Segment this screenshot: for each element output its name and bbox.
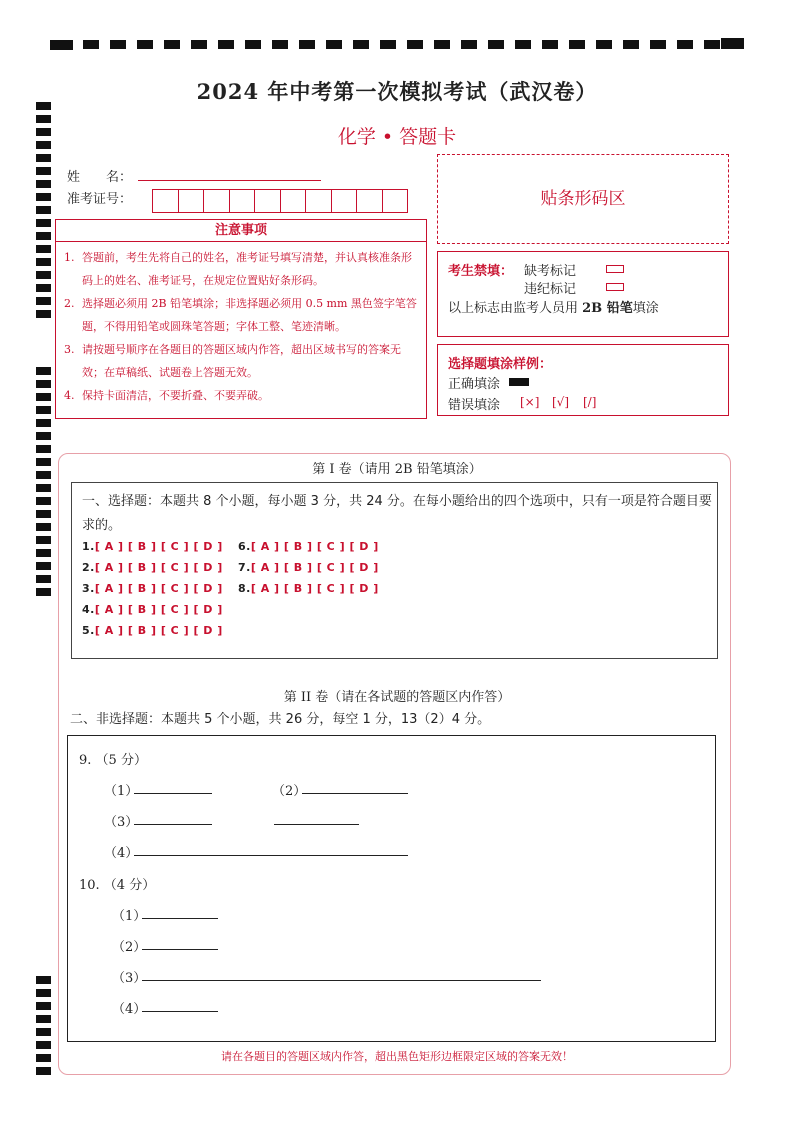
sample-title: 选择题填涂样例： (448, 357, 553, 372)
mc-question[interactable]: 1.[ A ] [ B ] [ C ] [ D ] (82, 540, 223, 553)
exam-id-boxes[interactable] (152, 189, 407, 213)
notice-box (55, 219, 427, 419)
q10-part4-answer[interactable] (142, 1011, 218, 1012)
q9-part3-answer[interactable] (134, 824, 212, 825)
violation-label: 违纪标记 (524, 282, 577, 297)
section1-title: 第 I 卷（请用 2B 铅笔填涂） (312, 462, 482, 477)
mc-question[interactable]: 2.[ A ] [ B ] [ C ] [ D ] (82, 561, 223, 574)
wrong-sample-2: [√] (552, 395, 570, 409)
section2-desc: 二、非选择题：本题共 5 个小题，共 26 分，每空 1 分，13（2）4 分。 (70, 712, 491, 727)
id-digit-box[interactable] (331, 189, 358, 213)
q9-part2-answer[interactable] (302, 793, 408, 794)
id-digit-box[interactable] (356, 189, 383, 213)
q10-part3-answer[interactable] (142, 980, 541, 981)
name-label: 姓 名： (67, 170, 133, 185)
page-subtitle: 化学 • 答题卡 (337, 126, 457, 148)
id-digit-box[interactable] (178, 189, 205, 213)
q9-part1-answer[interactable] (134, 793, 212, 794)
wrong-label: 错误填涂 (448, 398, 501, 413)
id-digit-box[interactable] (203, 189, 230, 213)
q10-part2-answer[interactable] (142, 949, 218, 950)
q10-part1-label: （1） (112, 909, 147, 924)
mc-question[interactable]: 4.[ A ] [ B ] [ C ] [ D ] (82, 603, 223, 616)
section2-title: 第 II 卷（请在各试题的答题区内作答） (283, 690, 511, 705)
wrong-sample-3: [/] (583, 395, 597, 409)
name-field[interactable] (138, 180, 321, 181)
id-digit-box[interactable] (152, 189, 179, 213)
examiner-only-box (437, 251, 729, 337)
page-title: 2024 年中考第一次模拟考试（武汉卷） (196, 79, 598, 104)
fill-sample-box (437, 344, 729, 416)
section1-intro: 一、选择题：本题共 8 个小题，每小题 3 分，共 24 分。在每小题给出的四个选项中，只有一项是符合题目要求的。 (82, 494, 712, 533)
mc-question[interactable]: 8.[ A ] [ B ] [ C ] [ D ] (238, 582, 379, 595)
q9-part1-label: （1） (104, 784, 139, 799)
q9-part4-label: （4） (104, 846, 139, 861)
id-digit-box[interactable] (305, 189, 332, 213)
notice-item: 1. 答题前，考生先将自己的姓名，准考证号填写清楚，并认真核准条形码上的姓名、准考证号，在规定位置贴好条形码。 (64, 251, 412, 287)
id-digit-box[interactable] (382, 189, 409, 213)
notice-heading: 注意事项 (56, 220, 426, 242)
mc-question[interactable]: 5.[ A ] [ B ] [ C ] [ D ] (82, 624, 223, 637)
q9-heading: 9. （5 分） (79, 753, 147, 768)
mc-question[interactable]: 3.[ A ] [ B ] [ C ] [ D ] (82, 582, 223, 595)
notice-item: 3. 请按题号顺序在各题目的答题区域内作答，超出区域书写的答案无效；在草稿纸、试题卷上答题无效。 (64, 343, 401, 379)
correct-fill-sample (509, 378, 529, 386)
q9-part4-answer[interactable] (134, 855, 408, 856)
notice-item: 4. 保持卡面清洁，不要折叠、不要弄破。 (64, 389, 269, 402)
q10-part4-label: （4） (112, 1002, 147, 1017)
q10-part2-label: （2） (112, 940, 147, 955)
notice-item: 2. 选择题必须用 2B 铅笔填涂；非选择题必须用 0.5 mm 黑色签字笔答题，不得用铅笔或圆珠笔答题；字体工整、笔迹清晰。 (64, 297, 417, 333)
barcode-area[interactable]: 贴条形码区 (437, 154, 729, 244)
violation-mark[interactable] (606, 283, 624, 291)
q9-part3-answer-extra[interactable] (274, 824, 359, 825)
id-digit-box[interactable] (280, 189, 307, 213)
wrong-sample-1: [×] (520, 395, 540, 409)
id-digit-box[interactable] (229, 189, 256, 213)
q9-part2-label: （2） (272, 784, 307, 799)
footer-warning: 请在各题目的答题区域内作答，超出黑色矩形边框限定区域的答案无效！ (221, 1050, 573, 1063)
q10-heading: 10. （4 分） (79, 878, 156, 893)
id-label: 准考证号： (67, 192, 133, 207)
id-digit-box[interactable] (254, 189, 281, 213)
correct-label: 正确填涂 (448, 377, 501, 392)
forbid-note: 以上标志由监考人员用 2B 铅笔填涂 (448, 301, 659, 316)
q10-part3-label: （3） (112, 971, 147, 986)
mc-question[interactable]: 7.[ A ] [ B ] [ C ] [ D ] (238, 561, 379, 574)
mc-question[interactable]: 6.[ A ] [ B ] [ C ] [ D ] (238, 540, 379, 553)
q10-part1-answer[interactable] (142, 918, 218, 919)
forbid-label: 考生禁填： (448, 264, 514, 279)
section2-box (67, 735, 716, 1042)
absent-mark[interactable] (606, 265, 624, 273)
q9-part3-label: （3） (104, 815, 139, 830)
absent-label: 缺考标记 (524, 264, 577, 279)
